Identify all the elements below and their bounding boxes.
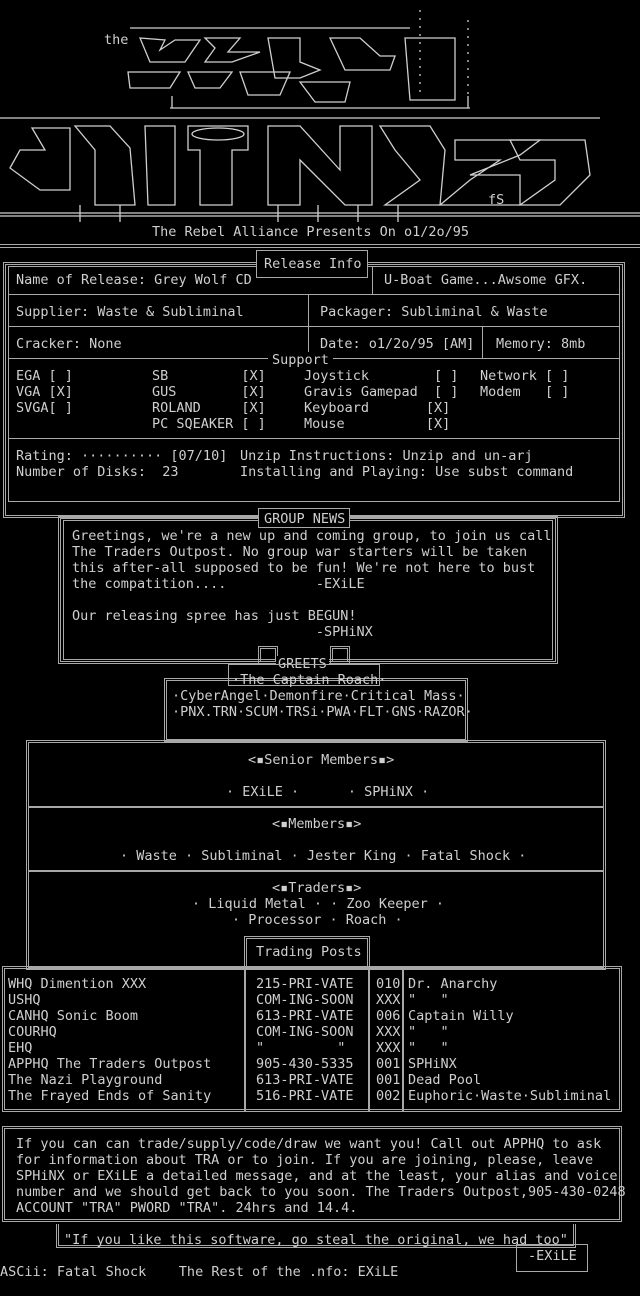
support-cell: SVGA[ ]: [16, 400, 73, 416]
post-phone: 905-430-5335: [256, 1056, 354, 1072]
traders-list: · Liquid Metal · · Zoo Keeper ·: [192, 896, 444, 912]
rating-value: Rating: ·········· [07/10]: [16, 448, 228, 464]
divider: [8, 438, 620, 439]
senior-members-title: <▪Senior Members▪>: [248, 752, 395, 768]
news-line: -SPHiNX: [72, 624, 373, 640]
contact-line: for information about TRA or to join. If you are joining, please, leave: [16, 1152, 594, 1168]
post-sysop: " ": [408, 1024, 449, 1040]
support-cell: Keyboard [X]: [304, 400, 451, 416]
support-cell: Mouse [X]: [304, 416, 451, 432]
members-list: · Waste · Subliminal · Jester King · Fatal Shock ·: [120, 848, 527, 864]
disk-count: Number of Disks: 23: [16, 464, 179, 480]
post-phone: COM-ING-SOON: [256, 992, 354, 1008]
post-sysop: " ": [408, 1040, 449, 1056]
post-nodes: 006: [376, 1008, 401, 1024]
support-cell: Joystick [ ]: [304, 368, 459, 384]
divider: [8, 326, 620, 327]
release-info-title: Release Info: [260, 256, 366, 272]
post-name: The Frayed Ends of Sanity: [8, 1088, 212, 1104]
greets-line: ·CyberAngel·Demonfire·Critical Mass·: [172, 688, 465, 704]
rebel-alliance-ascii-logo: [0, 0, 640, 230]
post-nodes: 001: [376, 1056, 401, 1072]
post-name: WHQ Dimention XXX: [8, 976, 147, 992]
support-cell: SB [X]: [152, 368, 266, 384]
divider: [0, 244, 640, 245]
post-sysop: " ": [408, 992, 449, 1008]
support-cell: Network [ ]: [480, 368, 570, 384]
post-nodes: 002: [376, 1088, 401, 1104]
greets-line: ·PNX.TRN·SCUM·TRSi·PWA·FLT·GNS·RAZOR·: [172, 704, 473, 720]
post-nodes: XXX: [376, 1040, 401, 1056]
support-cell: GUS [X]: [152, 384, 266, 400]
header-the-label: the: [104, 32, 129, 48]
post-name: CANHQ Sonic Boom: [8, 1008, 139, 1024]
greets-line: ·The Captain Roach·: [232, 672, 387, 688]
news-line: The Traders Outpost. No group war starters will be taken: [72, 544, 528, 560]
news-line: this after-all supposed to be fun! We're not here to bust: [72, 560, 536, 576]
post-phone: 516-PRI-VATE: [256, 1088, 354, 1104]
post-name: The Nazi Playground: [8, 1072, 163, 1088]
release-packager: Packager: Subliminal & Waste: [320, 304, 548, 320]
news-line: Our releasing spree has just BEGUN!: [72, 608, 357, 624]
greets-title: GREETS: [278, 656, 327, 672]
install-instructions: Installing and Playing: Use subst command: [240, 464, 574, 480]
post-sysop: Dr. Anarchy: [408, 976, 498, 992]
art-signature: fS: [488, 192, 505, 208]
release-supplier: Supplier: Waste & Subliminal: [16, 304, 244, 320]
divider: [482, 326, 483, 358]
post-nodes: 010: [376, 976, 401, 992]
divider: [244, 966, 246, 1112]
senior-members-list: · EXiLE · · SPHiNX ·: [226, 784, 430, 800]
group-news-title: GROUP NEWS: [260, 511, 349, 527]
support-cell: ROLAND [X]: [152, 400, 266, 416]
post-name: EHQ: [8, 1040, 33, 1056]
post-nodes: XXX: [376, 992, 401, 1008]
divider: [308, 294, 309, 358]
release-cracker: Cracker: None: [16, 336, 122, 352]
news-line: Greetings, we're a new up and coming group, to join us call: [72, 528, 552, 544]
divider: [0, 247, 640, 248]
support-cell: Modem [ ]: [480, 384, 570, 400]
divider: [29, 870, 603, 872]
support-title: Support: [268, 352, 333, 368]
members-title: <▪Members▪>: [272, 816, 362, 832]
release-tagline: U-Boat Game...Awsome GFX.: [384, 272, 588, 288]
support-cell: VGA [X]: [16, 384, 73, 400]
greets-tab-left: [258, 646, 278, 664]
divider: [372, 266, 373, 294]
greets-tab-right: [330, 646, 350, 664]
support-cell: EGA [ ]: [16, 368, 73, 384]
post-name: APPHQ The Traders Outpost: [8, 1056, 212, 1072]
post-name: USHQ: [8, 992, 41, 1008]
post-nodes: XXX: [376, 1024, 401, 1040]
contact-line: ACCOUNT "TRA" PWORD "TRA". 24hrs and 14.4.: [16, 1200, 358, 1216]
release-memory: Memory: 8mb: [496, 336, 586, 352]
post-nodes: 001: [376, 1072, 401, 1088]
post-name: COURHQ: [8, 1024, 57, 1040]
news-line: the compatition.... -EXiLE: [72, 576, 365, 592]
post-phone: COM-ING-SOON: [256, 1024, 354, 1040]
quote-text: "If you like this software, go steal the original, we had too": [64, 1232, 568, 1248]
post-sysop: Dead Pool: [408, 1072, 482, 1088]
support-cell: PC SQEAKER [ ]: [152, 416, 266, 432]
traders-list: · Processor · Roach ·: [232, 912, 403, 928]
divider: [368, 966, 370, 1112]
contact-line: SPHiNX or EXiLE a detailed message, and at the least, your alias and voice: [16, 1168, 618, 1184]
release-subtitle: The Rebel Alliance Presents On o1/2o/95: [152, 224, 469, 240]
post-phone: 215-PRI-VATE: [256, 976, 354, 992]
unzip-instructions: Unzip Instructions: Unzip and un-arj: [240, 448, 533, 464]
trading-posts-title: Trading Posts: [252, 944, 366, 960]
traders-title: <▪Traders▪>: [272, 880, 362, 896]
divider: [402, 966, 404, 1112]
support-cell: Gravis Gamepad [ ]: [304, 384, 459, 400]
divider: [29, 806, 603, 808]
divider: [8, 294, 620, 295]
post-phone: 613-PRI-VATE: [256, 1008, 354, 1024]
post-phone: 613-PRI-VATE: [256, 1072, 354, 1088]
contact-line: number and we should get back to you soon. The Traders Outpost,905-430-0248: [16, 1184, 626, 1200]
contact-line: If you can can trade/supply/code/draw we want you! Call out APPHQ to ask: [16, 1136, 602, 1152]
post-phone: " ": [256, 1040, 346, 1056]
credits: ASCii: Fatal Shock The Rest of the .nfo: EXiLE: [0, 1264, 399, 1280]
quote-signature: -EXiLE: [528, 1248, 577, 1264]
post-sysop: Captain Willy: [408, 1008, 514, 1024]
release-name: Name of Release: Grey Wolf CD: [16, 272, 252, 288]
post-sysop: Euphoric·Waste·Subliminal: [408, 1088, 612, 1104]
release-date: Date: o1/2o/95 [AM]: [320, 336, 475, 352]
post-sysop: SPHiNX: [408, 1056, 457, 1072]
